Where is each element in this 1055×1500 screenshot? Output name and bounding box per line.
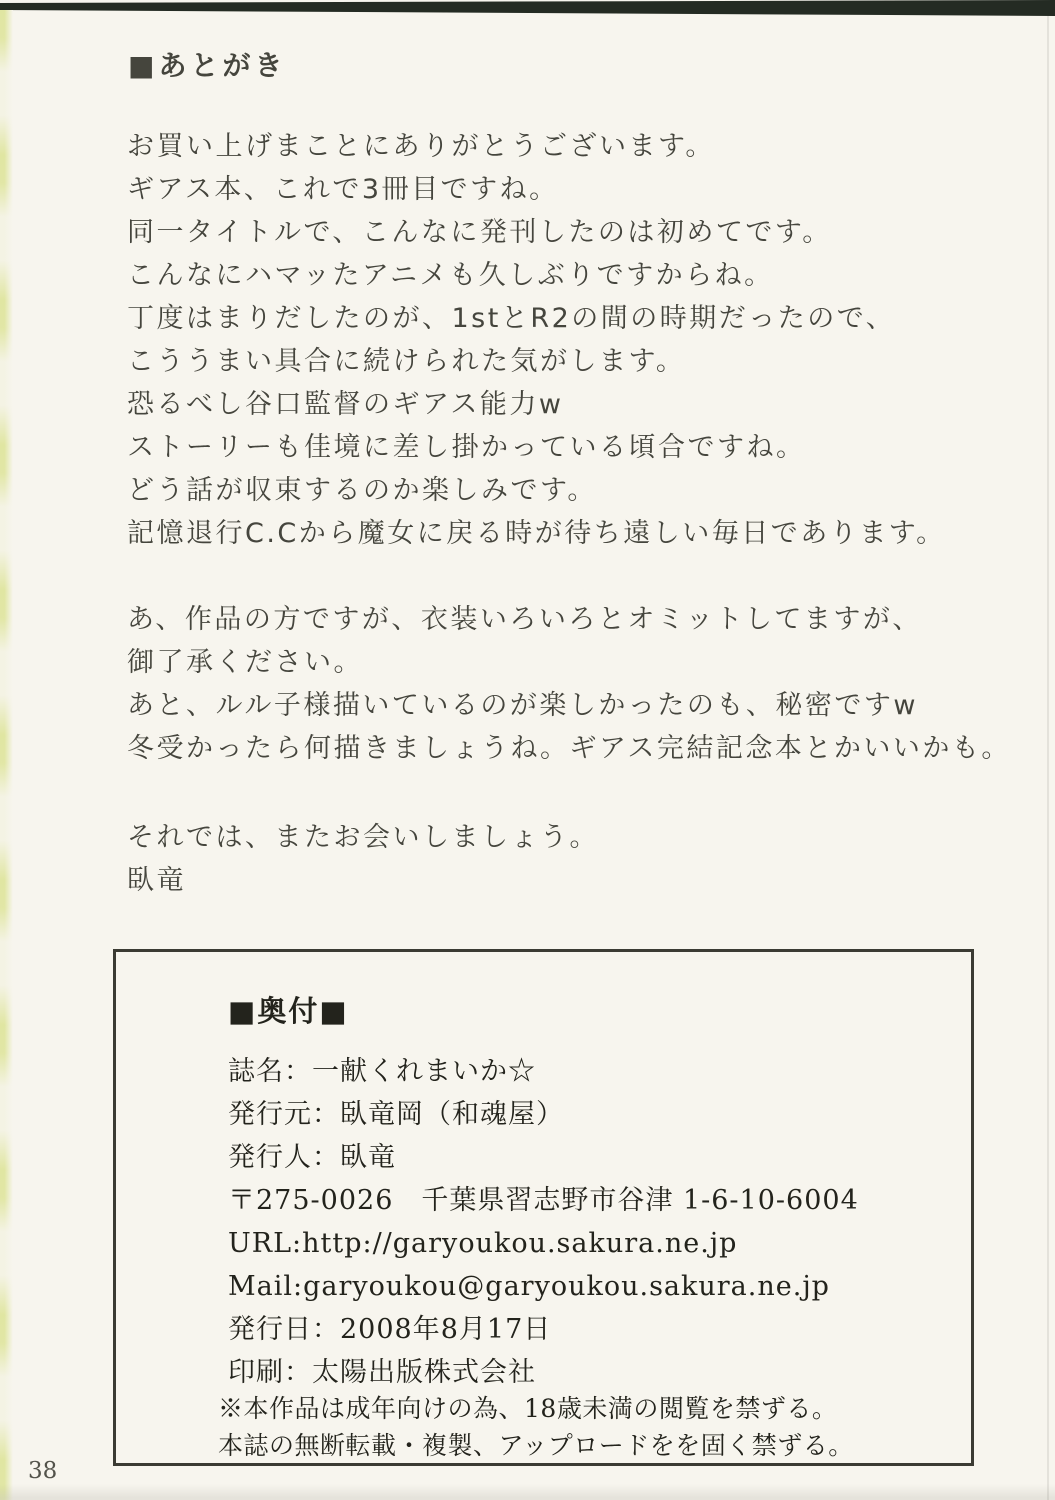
afterword-line: 冬受かったら何描きましょうね。ギアス完結記念本とかいいかも。 [127, 733, 1011, 764]
colophon-line-printer: 印刷：太陽出版株式会社 [228, 1357, 536, 1388]
colophon-line-mail: Mail:garyoukou@garyoukou.sakura.ne.jp [228, 1271, 830, 1302]
colophon-line-title: 誌名：一献くれまいか☆ [228, 1056, 536, 1087]
scan-top-edge [0, 0, 1055, 17]
afterword-line: こんなにハマッたアニメも久しぶりですからね。 [127, 260, 774, 291]
afterword-line: 記憶退行C.Cから魔女に戻る時が待ち遠しい毎日であります。 [127, 518, 946, 549]
colophon-line-issuer: 発行人：臥竜 [228, 1142, 396, 1173]
afterword-line: あと、ルル子様描いているのが楽しかったのも、秘密ですw [127, 690, 918, 721]
colophon-line-address: 〒275-0026 千葉県習志野市谷津 1-6-10-6004 [228, 1185, 859, 1216]
afterword-line: あ、作品の方ですが、衣装いろいろとオミットしてますが、 [127, 604, 922, 635]
afterword-line: ギアス本、これで3冊目ですね。 [127, 174, 559, 205]
afterword-line: 御了承ください。 [127, 647, 363, 678]
afterword-closing [127, 816, 599, 902]
page-bottom-shade [0, 1484, 1055, 1500]
afterword-paragraph-2 [127, 598, 1011, 770]
adult-warning-notice: ※本作品は成年向けの為、18歳未満の閲覧を禁ずる。 [218, 1394, 838, 1423]
closing-line: それでは、またお会いしましょう。 [127, 822, 599, 853]
page-right-edge [1047, 16, 1049, 1500]
afterword-line: ストーリーも佳境に差し掛かっている頃合ですね。 [127, 432, 806, 463]
colophon-box [113, 949, 974, 1466]
afterword-line: 丁度はまりだしたのが、1stとR2の間の時期だったので、 [127, 303, 896, 334]
afterword-line: お買い上げまことにありがとうございます。 [127, 131, 715, 162]
afterword-heading: ■あとがき [128, 49, 287, 82]
colophon-line-date: 発行日：2008年8月17日 [228, 1314, 552, 1345]
colophon-line-url: URL:http://garyoukou.sakura.ne.jp [228, 1228, 738, 1259]
colophon-line-publisher: 発行元：臥竜岡（和魂屋） [228, 1099, 564, 1130]
no-reproduction-notice: 本誌の無断転載・複製、アップロードをを固く禁ずる。 [218, 1431, 854, 1460]
afterword-line: 恐るべし谷口監督のギアス能力w [127, 389, 564, 420]
page-number: 38 [28, 1458, 58, 1484]
colophon-title: ■奥付■ [228, 994, 349, 1028]
binding-edge [0, 10, 13, 1500]
author-signature: 臥竜 [127, 865, 186, 896]
colophon-content [116, 952, 971, 1464]
afterword-line: どう話が収束するのか楽しみです。 [127, 475, 597, 506]
afterword-paragraph-1 [127, 125, 946, 555]
afterword-line: こううまい具合に続けられた気がします。 [127, 346, 686, 377]
colophon-notices [218, 1390, 971, 1464]
afterword-line: 同一タイトルで、こんなに発刊したのは初めてです。 [127, 217, 832, 248]
